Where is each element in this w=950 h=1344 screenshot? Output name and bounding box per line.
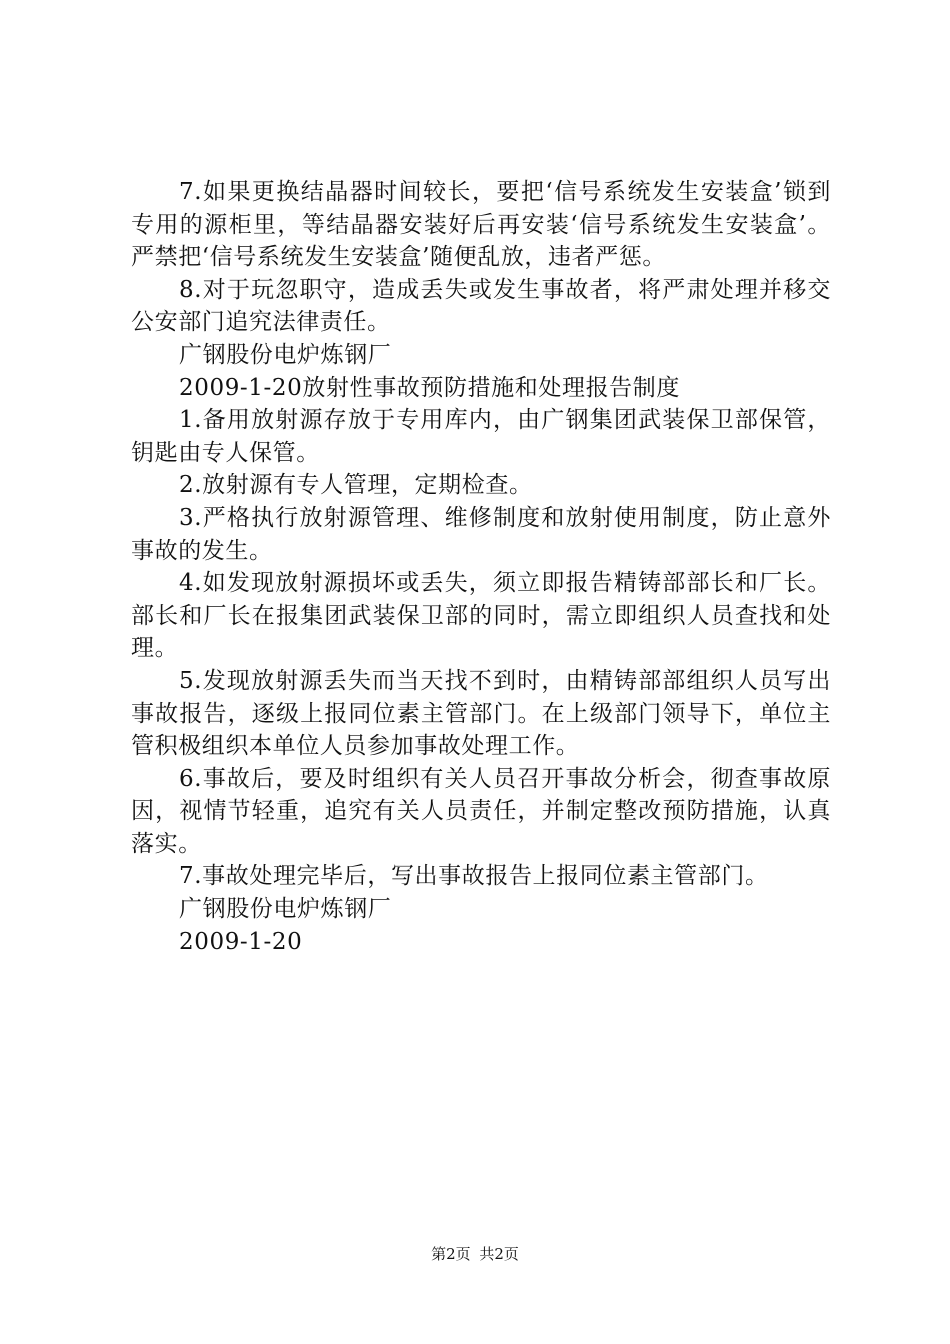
signature-date: 2009-1-20 (179, 928, 303, 955)
signature-organization-2: 广钢股份电炉炼钢厂 (179, 896, 392, 923)
paragraph-3-rules: 3.严格执行放射源管理、维修制度和放射使用制度，防止意外事故的发生。 (131, 504, 831, 564)
paragraph-2-management: 2.放射源有专人管理，定期检查。 (179, 472, 533, 499)
paragraph-7-completion: 7.事故处理完毕后，写出事故报告上报同位素主管部门。 (179, 863, 769, 890)
page-number: 第2页 (431, 1245, 471, 1263)
paragraph-6-analysis: 6.事故后，要及时组织有关人员召开事故分析会，彻查事故原因，视情节轻重，追究有关人员责任，并制定整改预防措施，认真落实。 (131, 765, 831, 857)
page-total: 共2页 (479, 1245, 519, 1263)
paragraph-8-negligence: 8.对于玩忽职守，造成丢失或发生事故者，将严肃处理并移交公安部门追究法律责任。 (131, 276, 831, 336)
document-body (131, 176, 831, 958)
paragraph-4-damage-loss: 4.如发现放射源损坏或丢失，须立即报告精铸部部长和厂长。部长和厂长在报集团武装保卫部的同时，需立即组织人员查找和处理。 (131, 570, 831, 662)
paragraph-1-storage: 1.备用放射源存放于专用库内，由广钢集团武装保卫部保管，钥匙由专人保管。 (131, 407, 831, 466)
date-and-section-title: 2009-1-20放射性事故预防措施和处理报告制度 (179, 374, 680, 401)
signature-organization: 广钢股份电炉炼钢厂 (179, 341, 392, 368)
paragraph-5-report: 5.发现放射源丢失而当天找不到时，由精铸部部组织人员写出事故报告，逐级上报同位素主管部门。在上级部门领导下，单位主管积极组织本单位人员参加事故处理工作。 (131, 667, 831, 760)
page-footer (0, 1244, 950, 1264)
paragraph-7-crystallizer: 7.如果更换结晶器时间较长，要把‘信号系统发生安装盒’锁到专用的源柜里，等结晶器安装好后再安装‘信号系统发生安装盒’。严禁把‘信号系统发生安装盒’随便乱放，违者严惩。 (131, 179, 831, 271)
